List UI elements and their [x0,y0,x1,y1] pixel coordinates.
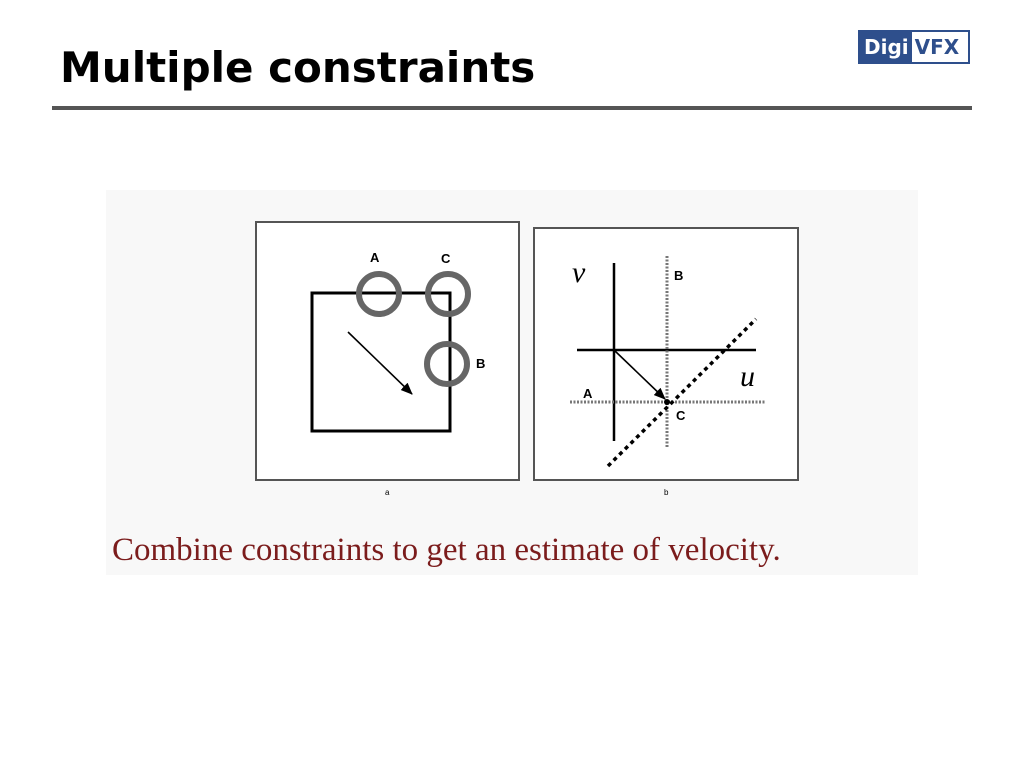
circle-label-a: A [370,250,380,265]
circle-label-b: B [476,356,486,371]
panel-a-sublabel: a [385,488,390,497]
panel-a [256,222,519,497]
panel-b-sublabel: b [664,488,669,497]
logo-right-text: VFX [912,32,964,62]
slide-title: Multiple constraints [60,43,536,92]
line-label-b: B [674,268,684,283]
figure-diagram [106,190,918,575]
line-label-a: A [583,386,593,401]
panel-a-frame [256,222,519,480]
panel-b [534,228,798,497]
axis-label-v: v [572,256,586,289]
logo-left-text: Digi [860,32,912,62]
circle-label-c: C [441,251,451,266]
figure-area [106,190,918,575]
axis-label-u: u [740,360,755,393]
digivfx-logo [858,30,970,64]
caption: Combine constraints to get an estimate of velocity. [112,532,781,568]
intersection-point [664,399,670,405]
line-label-c: C [676,408,686,423]
title-rule [52,106,972,110]
